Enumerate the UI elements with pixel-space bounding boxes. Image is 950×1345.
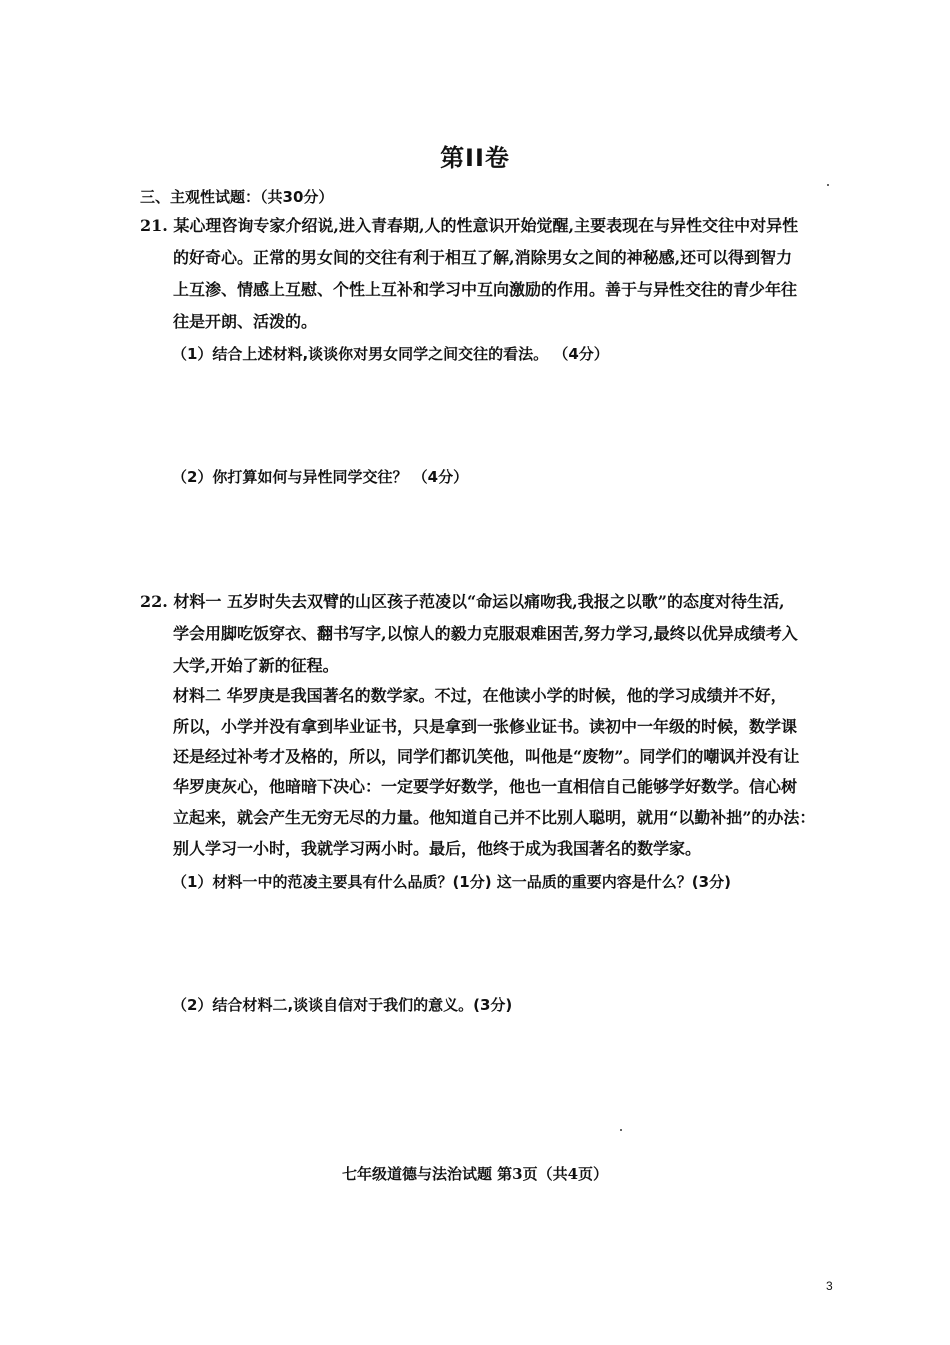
q21-sub-question-2: （2）你打算如何与异性同学交往？ （4分） bbox=[172, 468, 469, 486]
scan-speck bbox=[620, 1129, 622, 1131]
q22-line-6: 还是经过补考才及格的，所以，同学们都讥笑他，叫他是“废物”。同学们的嘲讽并没有让 bbox=[173, 747, 800, 766]
q22-sub-question-1: （1）材料一中的范凌主要具有什么品质？(1分) 这一品质的重要内容是什么？(3分) bbox=[172, 873, 731, 891]
q22-line-2: 学会用脚吃饭穿衣、翻书写字,以惊人的毅力克服艰难困苦,努力学习,最终以优异成绩考入 bbox=[173, 624, 798, 643]
scan-speck bbox=[827, 184, 829, 186]
q22-line-7: 华罗庚灰心，他暗暗下决心：一定要学好数学，他也一直相信自己能够学好数学。信心树 bbox=[173, 777, 798, 796]
page-number: 3 bbox=[826, 1279, 833, 1293]
q21-line-4: 往是开朗、活泼的。 bbox=[173, 312, 318, 331]
volume-title: 第II卷 bbox=[440, 144, 510, 172]
q22-line-4: 材料二 华罗庚是我国著名的数学家。不过，在他读小学的时候，他的学习成绩并不好， bbox=[173, 686, 787, 705]
q22-line-5: 所以，小学并没有拿到毕业证书，只是拿到一张修业证书。读初中一年级的时候，数学课 bbox=[173, 717, 798, 736]
q22-sub-question-2: （2）结合材料二,谈谈自信对于我们的意义。(3分) bbox=[172, 996, 513, 1014]
q22-line-1: 22. 材料一 五岁时失去双臂的山区孩子范凌以“命运以痛吻我,我报之以歌”的态度对待生活, bbox=[140, 592, 785, 611]
q22-line-8: 立起来，就会产生无穷无尽的力量。他知道自己并不比别人聪明，就用“以勤补拙”的办法： bbox=[173, 808, 816, 827]
q21-line-1: 21. 某心理咨询专家介绍说,进入青春期,人的性意识开始觉醒,主要表现在与异性交往中对异性 bbox=[140, 216, 799, 235]
q21-line-2: 的好奇心。正常的男女间的交往有利于相互了解,消除男女之间的神秘感,还可以得到智力 bbox=[173, 248, 793, 267]
page-footer: 七年级道德与法治试题 第3页（共4页） bbox=[341, 1165, 609, 1183]
q22-line-3: 大学,开始了新的征程。 bbox=[173, 656, 339, 675]
q21-line-3: 上互渗、情感上互慰、个性上互补和学习中互向激励的作用。善于与异性交往的青少年往 bbox=[173, 280, 798, 299]
q22-line-9: 别人学习一小时，我就学习两小时。最后，他终于成为我国著名的数学家。 bbox=[173, 839, 702, 858]
section-heading: 三、主观性试题：（共30分） bbox=[140, 188, 334, 206]
q21-sub-question-1: （1）结合上述材料,谈谈你对男女同学之间交往的看法。 （4分） bbox=[172, 345, 609, 363]
